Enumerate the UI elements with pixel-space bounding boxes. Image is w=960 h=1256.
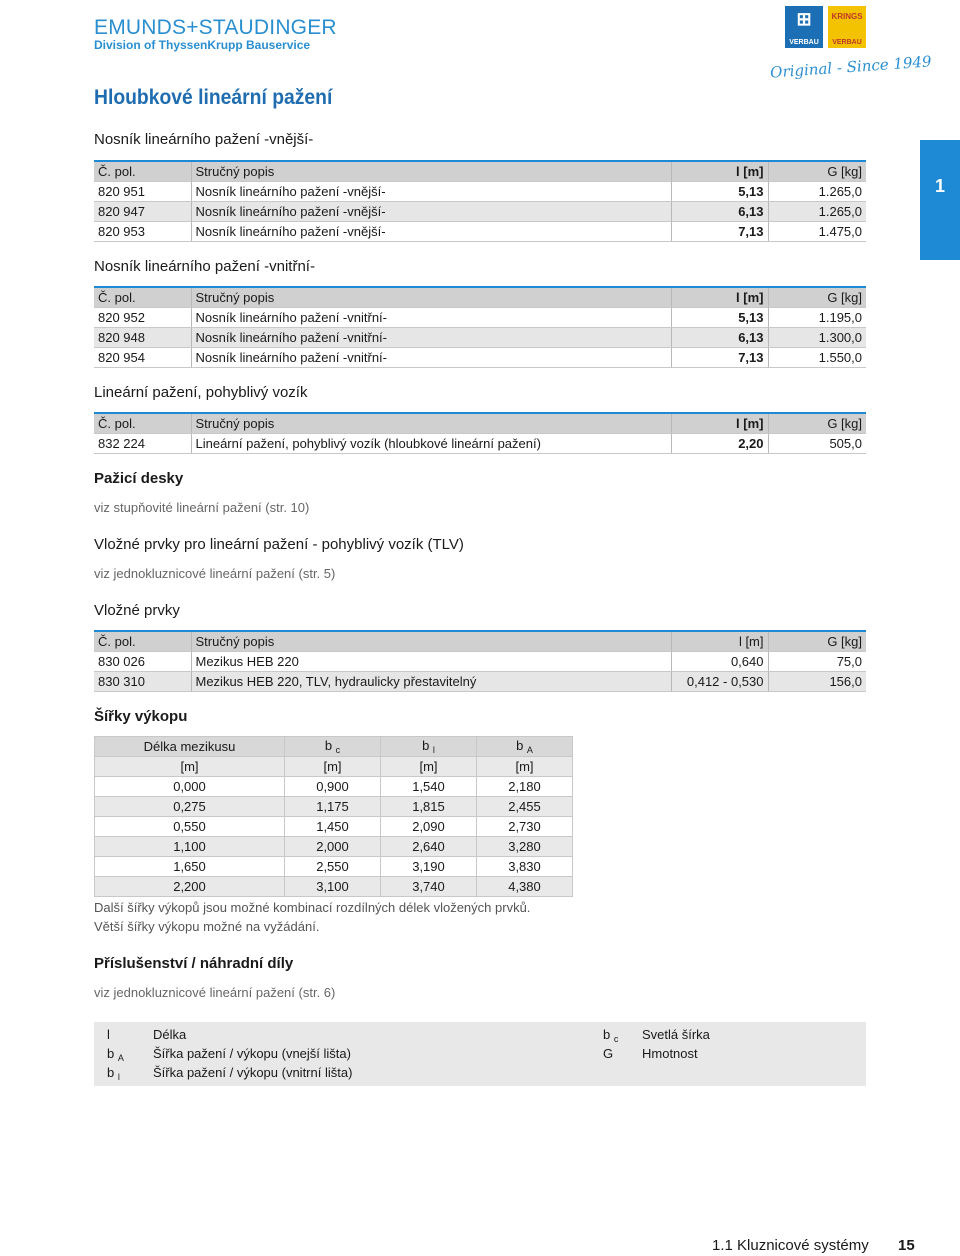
page-number: 15	[898, 1237, 915, 1254]
legend-bc-sub: c	[613, 1034, 619, 1044]
cell-l: 0,640	[671, 652, 768, 672]
legend-box	[94, 1022, 866, 1086]
table-header	[94, 161, 866, 182]
section-title-carriage: Lineární pažení, pohyblivý vozík	[94, 384, 308, 401]
krings-logo-label-1: KRINGS	[831, 12, 863, 21]
section-title-accessories: Příslušenství / náhradní díly	[94, 955, 294, 972]
cell-desc: Nosník lineárního pažení -vnitřní-	[191, 328, 671, 348]
table-outer	[94, 160, 866, 242]
table-row	[94, 328, 866, 348]
col-g: G [kg]	[768, 161, 866, 182]
cell-pos: 820 954	[94, 348, 191, 368]
cell-l: 2,20	[671, 434, 768, 454]
krings-logo	[828, 6, 866, 48]
col-l: l [m]	[671, 287, 768, 308]
cell-pos: 820 947	[94, 202, 191, 222]
section-title-inserts: Vložné prvky	[94, 602, 180, 619]
width-cell: 2,000	[285, 837, 381, 857]
width-cell: 3,830	[477, 857, 573, 877]
legend-ba-symbol	[107, 1046, 124, 1063]
legend-ba-text: Šířka pažení / výkopu (vnejší lišta)	[153, 1046, 351, 1061]
since-tagline: Original - Since 1949	[769, 52, 933, 82]
legend-bc-symbol	[603, 1027, 618, 1044]
width-cell: 4,380	[477, 877, 573, 897]
unit-cell: [m]	[477, 757, 573, 777]
col-desc: Stručný popis	[191, 413, 671, 434]
cell-g: 1.265,0	[768, 202, 866, 222]
width-cell: 2,640	[381, 837, 477, 857]
col-bl-sym: b	[422, 738, 430, 753]
krings-logo-label-2: VERBAU	[832, 39, 862, 46]
width-cell: 2,090	[381, 817, 477, 837]
width-cell: 1,815	[381, 797, 477, 817]
width-cell: 2,180	[477, 777, 573, 797]
cell-pos: 830 310	[94, 672, 191, 692]
col-l: l [m]	[671, 631, 768, 652]
col-pos: Č. pol.	[94, 413, 191, 434]
footer-section: 1.1 Kluznicové systémy	[712, 1237, 869, 1254]
col-pos: Č. pol.	[94, 161, 191, 182]
cell-desc: Lineární pažení, pohyblivý vozík (hloubkové lineární pažení)	[191, 434, 671, 454]
table-row	[94, 222, 866, 242]
table-header	[94, 631, 866, 652]
brand-division: Division of ThyssenKrupp Bauservice	[94, 38, 311, 52]
width-cell: 1,650	[95, 857, 285, 877]
col-pos: Č. pol.	[94, 631, 191, 652]
cell-desc: Nosník lineárního pažení -vnitřní-	[191, 308, 671, 328]
col-ba	[477, 737, 573, 757]
col-bc-sub: c	[335, 745, 341, 755]
cell-l: 6,13	[671, 202, 768, 222]
legend-bc-sym: b	[603, 1027, 611, 1042]
table-row	[94, 202, 866, 222]
col-g: G [kg]	[768, 413, 866, 434]
note-accessories: viz jednokluznicové lineární pažení (str. 6)	[94, 985, 336, 1000]
cell-g: 1.195,0	[768, 308, 866, 328]
col-bc-sym: b	[324, 738, 333, 753]
cell-l: 7,13	[671, 348, 768, 368]
widths-note-2: Větší šířky výkopu možné na vyžádání.	[94, 919, 320, 934]
width-cell: 1,540	[381, 777, 477, 797]
cell-desc: Nosník lineárního pažení -vnější-	[191, 182, 671, 202]
col-g: G [kg]	[768, 631, 866, 652]
note-panels: viz stupňovité lineární pažení (str. 10)	[94, 500, 310, 515]
cell-pos: 820 952	[94, 308, 191, 328]
unit-cell: [m]	[381, 757, 477, 777]
table-row	[94, 182, 866, 202]
cell-l: 0,412 - 0,530	[671, 672, 768, 692]
cell-pos: 820 953	[94, 222, 191, 242]
col-l: l [m]	[671, 161, 768, 182]
width-cell: 1,450	[285, 817, 381, 837]
width-cell: 3,280	[477, 837, 573, 857]
legend-ba-sym: b	[107, 1046, 115, 1061]
cell-g: 1.475,0	[768, 222, 866, 242]
table-widths	[94, 736, 573, 897]
cell-g: 75,0	[768, 652, 866, 672]
table-row	[95, 777, 573, 797]
table-row	[95, 877, 573, 897]
col-bl	[381, 737, 477, 757]
verbau-logo-label: VERBAU	[789, 39, 819, 46]
col-pos: Č. pol.	[94, 287, 191, 308]
cell-pos: 820 948	[94, 328, 191, 348]
width-cell: 3,100	[285, 877, 381, 897]
cell-g: 156,0	[768, 672, 866, 692]
legend-g-text: Hmotnost	[642, 1046, 698, 1061]
table-row	[95, 837, 573, 857]
width-cell: 0,275	[95, 797, 285, 817]
cell-g: 1.300,0	[768, 328, 866, 348]
table-row	[94, 308, 866, 328]
section-title-inner: Nosník lineárního pažení -vnitřní-	[94, 258, 315, 275]
cell-desc: Nosník lineárního pažení -vnitřní-	[191, 348, 671, 368]
cell-pos: 820 951	[94, 182, 191, 202]
table-inner	[94, 286, 866, 368]
legend-bc-text: Svetlá šírka	[642, 1027, 710, 1042]
legend-l-text: Délka	[153, 1027, 187, 1042]
unit-cell: [m]	[285, 757, 381, 777]
legend-bl-symbol	[107, 1065, 120, 1082]
cell-desc: Nosník lineárního pažení -vnější-	[191, 222, 671, 242]
cell-g: 505,0	[768, 434, 866, 454]
legend-bl-sym: b	[107, 1065, 115, 1080]
cell-pos: 830 026	[94, 652, 191, 672]
page-title: Hloubkové lineární pažení	[94, 86, 333, 109]
verbau-logo-icon: ⊞	[796, 9, 812, 29]
cell-desc: Mezikus HEB 220, TLV, hydraulicky přestavitelný	[191, 672, 671, 692]
verbau-logo	[785, 6, 823, 48]
width-cell: 3,190	[381, 857, 477, 877]
brand-name: EMUNDS+STAUDINGER	[94, 16, 337, 39]
width-cell: 2,455	[477, 797, 573, 817]
widths-header	[95, 737, 573, 757]
col-desc: Stručný popis	[191, 631, 671, 652]
legend-g-symbol: G	[603, 1046, 614, 1061]
table-header	[94, 287, 866, 308]
legend-bl-text: Šířka pažení / výkopu (vnitrní lišta)	[153, 1065, 353, 1080]
width-cell: 0,000	[95, 777, 285, 797]
cell-l: 6,13	[671, 328, 768, 348]
note-tlv: viz jednokluznicové lineární pažení (str. 5)	[94, 566, 336, 581]
legend-bl-sub: l	[117, 1072, 120, 1082]
widths-note-1: Další šířky výkopů jsou možné kombinací rozdílných délek vložených prvků.	[94, 900, 531, 915]
legend-ba-sub: A	[117, 1053, 124, 1063]
cell-desc: Nosník lineárního pažení -vnější-	[191, 202, 671, 222]
col-l: l [m]	[671, 413, 768, 434]
table-row	[95, 857, 573, 877]
cell-pos: 832 224	[94, 434, 191, 454]
table-row	[95, 797, 573, 817]
col-bl-sub: l	[432, 745, 435, 755]
cell-l: 7,13	[671, 222, 768, 242]
chapter-tab: 1	[920, 140, 960, 260]
section-title-outer: Nosník lineárního pažení -vnější-	[94, 131, 314, 148]
cell-l: 5,13	[671, 182, 768, 202]
unit-cell: [m]	[95, 757, 285, 777]
col-ba-sym: b	[516, 738, 524, 753]
table-row	[95, 817, 573, 837]
cell-g: 1.550,0	[768, 348, 866, 368]
table-inserts	[94, 630, 866, 692]
table-row	[94, 672, 866, 692]
width-cell: 1,100	[95, 837, 285, 857]
legend-l-symbol: l	[107, 1027, 110, 1042]
table-row	[94, 434, 866, 454]
cell-g: 1.265,0	[768, 182, 866, 202]
table-row	[94, 652, 866, 672]
width-cell: 2,550	[285, 857, 381, 877]
width-cell: 2,200	[95, 877, 285, 897]
col-bc	[285, 737, 381, 757]
col-desc: Stručný popis	[191, 287, 671, 308]
width-cell: 0,900	[285, 777, 381, 797]
width-cell: 0,550	[95, 817, 285, 837]
table-carriage	[94, 412, 866, 454]
table-row	[94, 348, 866, 368]
table-header	[94, 413, 866, 434]
cell-l: 5,13	[671, 308, 768, 328]
section-title-panels: Pažicí desky	[94, 470, 184, 487]
cell-desc: Mezikus HEB 220	[191, 652, 671, 672]
widths-units	[95, 757, 573, 777]
width-cell: 3,740	[381, 877, 477, 897]
col-desc: Stručný popis	[191, 161, 671, 182]
col-ba-sub: A	[526, 745, 533, 755]
col-length: Délka mezikusu	[95, 737, 285, 757]
width-cell: 2,730	[477, 817, 573, 837]
section-title-tlv: Vložné prvky pro lineární pažení - pohyblivý vozík (TLV)	[94, 536, 464, 553]
width-cell: 1,175	[285, 797, 381, 817]
section-title-widths: Šířky výkopu	[94, 708, 188, 725]
col-g: G [kg]	[768, 287, 866, 308]
